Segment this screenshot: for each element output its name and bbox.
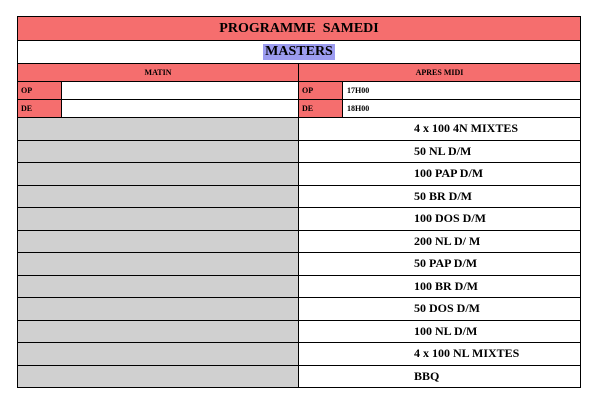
morning-event (18, 208, 299, 230)
program-title-text: PROGRAMME SAMEDI (219, 20, 379, 36)
afternoon-event: 200 NL D/ M (299, 231, 580, 253)
afternoon-event: 50 NL D/M (299, 141, 580, 163)
event-row (17, 118, 581, 141)
afternoon-event: BBQ (299, 366, 580, 388)
morning-event (18, 343, 299, 365)
event-row (17, 321, 581, 344)
afternoon-event: 100 BR D/M (299, 276, 580, 298)
morning-op-value (62, 82, 298, 99)
column-header-row (17, 64, 581, 82)
event-row (17, 231, 581, 254)
event-row (17, 298, 581, 321)
event-list (17, 118, 581, 388)
event-row (17, 253, 581, 276)
event-row (17, 208, 581, 231)
morning-event (18, 366, 299, 388)
morning-event (18, 321, 299, 343)
afternoon-event: 100 PAP D/M (299, 163, 580, 185)
event-row (17, 343, 581, 366)
event-row (17, 276, 581, 299)
afternoon-event: 50 BR D/M (299, 186, 580, 208)
morning-event (18, 163, 299, 185)
afternoon-event: 50 DOS D/M (299, 298, 580, 320)
event-row (17, 141, 581, 164)
morning-event (18, 186, 299, 208)
morning-event (18, 141, 299, 163)
morning-event (18, 276, 299, 298)
afternoon-event: 100 NL D/M (299, 321, 580, 343)
event-row (17, 186, 581, 209)
morning-event (18, 118, 299, 140)
afternoon-op-label: OP (299, 82, 343, 99)
program-table (17, 16, 581, 388)
morning-de-label: DE (18, 100, 62, 117)
afternoon-event: 4 x 100 4N MIXTES (299, 118, 580, 140)
category-title: MASTERS (265, 44, 333, 59)
afternoon-de-value: 18H00 (343, 100, 580, 117)
morning-event (18, 231, 299, 253)
afternoon-event: 4 x 100 NL MIXTES (299, 343, 580, 365)
program-title (17, 16, 581, 41)
de-row (17, 100, 581, 118)
event-row (17, 163, 581, 186)
column-header-morning: MATIN (18, 64, 299, 81)
morning-event (18, 253, 299, 275)
afternoon-op-value: 17H00 (343, 82, 580, 99)
afternoon-event: 100 DOS D/M (299, 208, 580, 230)
afternoon-event: 50 PAP D/M (299, 253, 580, 275)
morning-de-value (62, 100, 298, 117)
category-row (17, 41, 581, 64)
op-row (17, 82, 581, 100)
morning-op-label: OP (18, 82, 62, 99)
morning-event (18, 298, 299, 320)
afternoon-de-label: DE (299, 100, 343, 117)
column-header-afternoon: APRES MIDI (415, 68, 464, 77)
event-row (17, 366, 581, 389)
